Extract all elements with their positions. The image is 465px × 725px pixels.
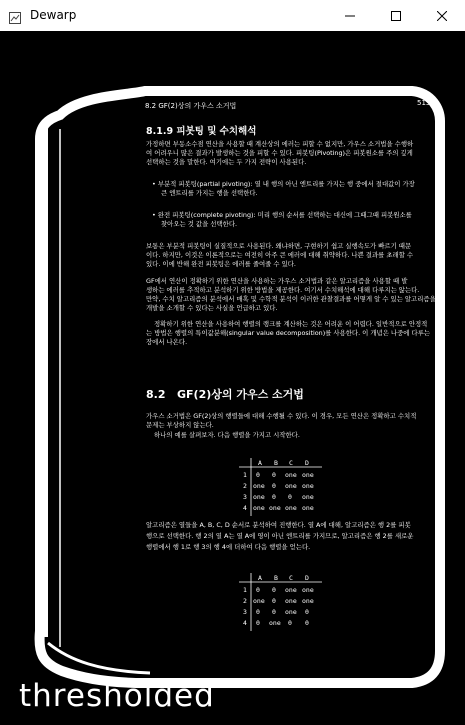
minimize-icon [345,11,355,21]
matrix1-r2-a: one [253,482,265,490]
window-title: Dewarp [30,8,77,22]
matrix1-r1-d: one [302,471,314,479]
matrix1-r3-a: one [253,493,265,501]
matrix2-header-b: B [274,574,278,582]
para3-line2: 생하는 에러를 추적하고 분석하기 위한 방법을 제공한다. 여기서 수치해석에 대해 다루지는 않는다. [146,286,420,294]
para1-line3: 선택하는 것을 말한다. 여기에는 두 가지 전략이 사용된다. [146,158,307,166]
matrix2-r4-label: 4 [243,619,247,627]
matrix2-r1-label: 1 [243,586,247,594]
matrix2-r4-b: one [269,619,281,627]
matrix2-r3-c: one [285,608,297,616]
bullet1-line1: • 부분적 피봇팅(partial pivoting): 열 내 행의 아닌 엔트리를 가지는 행 중에서 절대값이 가장 [152,180,415,188]
matrix2-r2-d: one [302,597,314,605]
matrix2-r1-d: one [302,586,314,594]
para3-line3: 만약, 수치 알고리즘의 분석에서 매혹 및 수학적 분석이 이러한 관찰결과를 어떻게 알 수 있는 알고리즘을 [146,295,436,303]
matrix2-r2-label: 2 [243,597,247,605]
matrix2-r3-b: 0 [272,608,276,616]
matrix1-r1-label: 1 [243,471,247,479]
mid-line2: 행으로 선택한다. 행 2의 열 A는 열 A에 영이 아닌 엔트리를 가지므로, 알고리즘은 행 2를 새로운 [146,532,414,540]
matrix1-r4-d: one [302,504,314,512]
matrix1-r3-c: 0 [288,493,292,501]
matrix1-header-c: C [289,459,293,467]
matrix2-r1-a: 0 [256,586,260,594]
image-viewport [0,31,465,725]
matrix2-r2-b: 0 [272,597,276,605]
matrix1-header-b: B [274,459,278,467]
matrix2-r1-b: 0 [272,586,276,594]
para2-line1: 보통은 부분적 피봇팅이 실질적으로 사용된다. 왜냐하면, 구현하기 쉽고 실행속도가 빠르기 때문 [146,242,412,250]
section-title-82: 8.2 GF(2)상의 가우스 소거법 [146,388,304,401]
matrix1-r4-a: one [253,504,265,512]
running-header: 8.2 GF(2)상의 가우스 소거법 [145,102,237,110]
matrix1-r1-b: 0 [272,471,276,479]
matrix1-header-d: D [305,459,309,467]
matrix1-r4-c: one [285,504,297,512]
matrix1-r3-b: 0 [272,493,276,501]
matrix2-r4-c: 0 [288,619,292,627]
close-button[interactable] [419,0,465,31]
title-bar [0,0,465,31]
para1-line2: 여 어려우니 많은 결과가 발생하는 것을 피할 수 있다. 피봇팅(Pivoting)은 피봇원소를 주의 깊게 [146,149,413,157]
matrix2-header-d: D [305,574,309,582]
matrix1-r2-label: 2 [243,482,247,490]
page-number: 513 [417,99,431,107]
matrix2-r4-a: 0 [256,619,260,627]
para4-line1: 정확하기 위한 연산을 사용하여 행렬의 랭크를 계산하는 것은 어려운 이 어렵다. 일반적으로 안정적 [154,320,428,328]
matrix2-r4-d: 0 [305,619,309,627]
section-title-819: 8.1.9 피봇팅 및 수치해석 [146,126,257,137]
matrix1-r1-c: one [285,471,297,479]
matrix1-r2-d: one [302,482,314,490]
matrix2-r3-label: 3 [243,608,247,616]
para3-line4: 개발을 소개할 수 있다는 사실을 언급하고 있다. [146,304,278,312]
para2-line3: 있다. 이에 반해 완전 피봇팅은 에러를 줄여줄 수 있다. [146,260,296,268]
matrix1-r3-d: one [302,493,314,501]
close-icon [437,11,447,21]
matrix1-r2-c: one [285,482,297,490]
matrix2-r2-c: one [285,597,297,605]
para4-line2: 는 방법은 행렬의 특이값분해(singular value decomposition)를 사용한다. 이 개념은 나중에 다루는 [146,329,430,337]
matrix1-r4-label: 4 [243,504,247,512]
sec82-line2: 문제는 부상하지 않는다. [146,421,214,429]
mid-line1: 알고리즘은 열들을 A, B, C, D 순서로 분석하여 진행한다. 열 A에 대해, 알고리즘은 행 2를 피봇 [146,521,411,529]
para2-line2: 이다. 하지만, 이것은 이론적으로는 여전히 아주 큰 에러에 대해 취약하다. 나쁜 결과를 초래할 수 [146,251,414,259]
sec82-line3: 하나의 예를 살펴보자. 다음 행렬을 가지고 시작한다. [154,431,300,439]
sec82-line1: 가우스 소거법은 GF(2)상의 행렬들에 대해 수행될 수 있다. 이 경우, 모든 연산은 정확하고 수치적 [146,412,417,420]
matrix2-header-a: A [258,574,262,582]
minimize-button[interactable] [327,0,373,31]
para3-line1: GF에서 연산이 정확하기 위한 연산을 사용하는 가우스 소거법과 같은 알고리즘을 사용할 때 발 [146,277,408,285]
matrix2-r2-a: one [253,597,265,605]
matrix1-r1-a: 0 [256,471,260,479]
para1-line1: 가정하면 부동소수점 연산을 사용할 때 계산상의 에러는 피할 수 없지만, 가우스 소거법을 수행하 [146,140,414,148]
matrix1-r3-label: 3 [243,493,247,501]
mid-line3: 행렬에서 행 1로 행 3의 행 4에 더하여 다음 행렬을 얻는다. [146,543,311,551]
para4-line3: 장에서 나온다. [146,338,188,346]
matrix2-header-c: C [289,574,293,582]
matrix2-r3-a: 0 [256,608,260,616]
bullet1-line2: 큰 엔트리를 가지는 행을 선택한다. [161,189,258,197]
matrix1-header-a: A [258,459,262,467]
image-mode-label: thresholded [19,678,215,714]
maximize-icon [391,11,401,21]
matrix2-r1-c: one [285,586,297,594]
matrix1-r4-b: one [269,504,281,512]
matrix2-r3-d: 0 [305,608,309,616]
bullet2-line2: 찾아오는 것 값을 선택한다. [161,220,238,228]
bullet2-line1: • 완전 피봇팅(complete pivoting): 미리 행의 순서를 선택하는 대신에 그때그때 피봇원소를 [152,211,412,219]
maximize-button[interactable] [373,0,419,31]
app-icon [9,9,21,21]
matrix1-r2-b: 0 [272,482,276,490]
